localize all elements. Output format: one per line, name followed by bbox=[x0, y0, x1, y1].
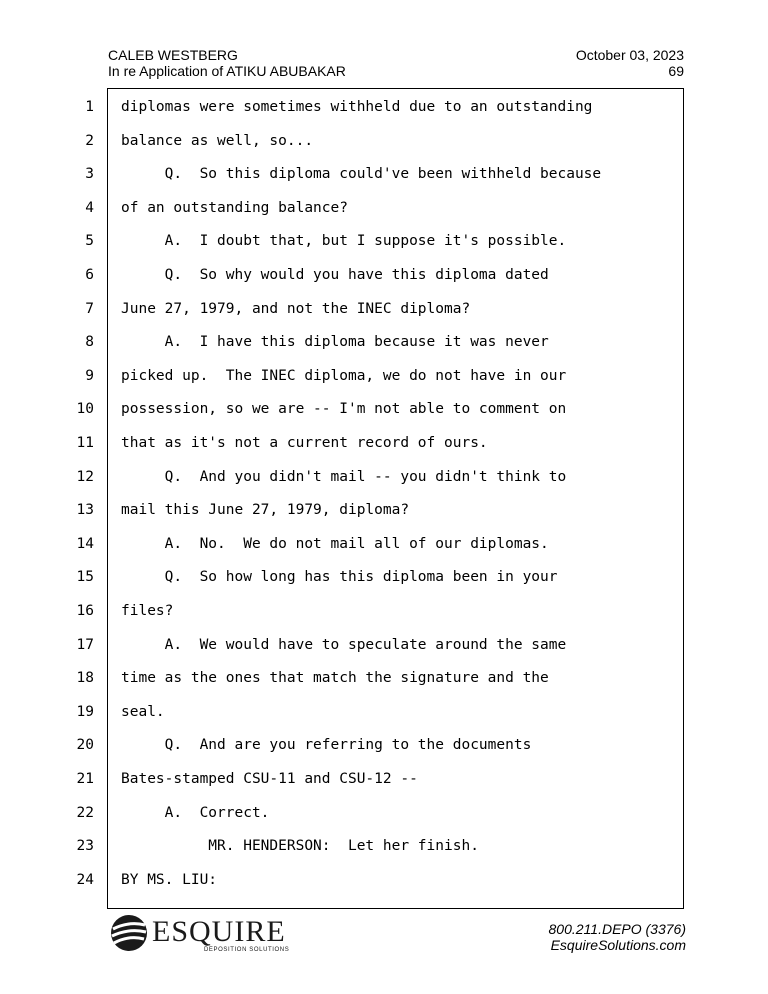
esquire-logo bbox=[108, 912, 328, 954]
line-number: 5 bbox=[85, 233, 94, 250]
case-title: In re Application of ATIKU ABUBAKAR bbox=[108, 63, 346, 79]
line-number: 16 bbox=[76, 603, 94, 619]
header-left bbox=[108, 47, 346, 79]
transcript-line bbox=[0, 298, 768, 320]
footer-website: EsquireSolutions.com bbox=[550, 937, 686, 953]
line-text: A. Correct. bbox=[121, 804, 270, 821]
line-text: BY MS. LIU: bbox=[121, 871, 218, 888]
line-number: 1 bbox=[85, 99, 94, 115]
line-text: A. I doubt that, but I suppose it's possible. bbox=[121, 233, 567, 250]
line-number: 18 bbox=[76, 670, 94, 687]
transcript-line bbox=[0, 533, 768, 555]
line-text: Q. And you didn't mail -- you didn't think to bbox=[121, 468, 567, 485]
line-text: seal. bbox=[121, 703, 165, 720]
line-text: Q. And are you referring to the documents bbox=[121, 737, 532, 754]
line-text: files? bbox=[121, 603, 174, 619]
deposition-date: October 03, 2023 bbox=[575, 47, 684, 63]
line-number: 13 bbox=[76, 502, 94, 519]
witness-name: CALEB WESTBERG bbox=[108, 47, 238, 63]
transcript-line bbox=[0, 768, 768, 790]
line-text: time as the ones that match the signature and the bbox=[121, 670, 549, 687]
transcript-line bbox=[0, 331, 768, 353]
transcript-line bbox=[0, 499, 768, 521]
transcript-line bbox=[0, 230, 768, 252]
line-text: Q. So this diploma could've been withheld because bbox=[121, 166, 602, 183]
line-text: balance as well, so... bbox=[121, 132, 314, 149]
line-number: 2 bbox=[85, 132, 94, 149]
line-text: Q. So why would you have this diploma dated bbox=[121, 267, 549, 283]
transcript-line bbox=[0, 634, 768, 656]
line-number: 7 bbox=[85, 300, 94, 317]
transcript-line bbox=[0, 163, 768, 185]
line-number: 17 bbox=[76, 636, 94, 653]
line-number: 11 bbox=[76, 435, 94, 451]
line-text: A. We would have to speculate around the same bbox=[121, 636, 567, 653]
transcript-line bbox=[0, 264, 768, 286]
line-number: 10 bbox=[76, 401, 94, 418]
line-number: 8 bbox=[85, 334, 94, 351]
line-text: A. No. We do not mail all of our diplomas. bbox=[121, 535, 549, 552]
transcript-line bbox=[0, 835, 768, 857]
line-number: 9 bbox=[85, 367, 94, 384]
line-text: mail this June 27, 1979, diploma? bbox=[121, 502, 410, 519]
logo-wordmark: ESQUIRE bbox=[152, 915, 286, 948]
transcript-line bbox=[0, 701, 768, 723]
line-number: 4 bbox=[85, 199, 94, 216]
transcript-line bbox=[0, 869, 768, 891]
line-text: of an outstanding balance? bbox=[121, 199, 348, 216]
line-text: picked up. The INEC diploma, we do not have in our bbox=[121, 367, 567, 384]
transcript-line bbox=[0, 802, 768, 824]
transcript-line bbox=[0, 600, 768, 622]
logo-tagline: DEPOSITION SOLUTIONS bbox=[204, 947, 290, 953]
line-text: MR. HENDERSON: Let her finish. bbox=[121, 838, 479, 855]
line-number: 22 bbox=[76, 804, 94, 821]
transcript-line bbox=[0, 130, 768, 152]
line-text: June 27, 1979, and not the INEC diploma? bbox=[121, 300, 471, 317]
transcript-line bbox=[0, 734, 768, 756]
line-number: 6 bbox=[85, 267, 94, 283]
line-number: 12 bbox=[76, 468, 94, 485]
line-number: 19 bbox=[76, 703, 94, 720]
transcript-line bbox=[0, 566, 768, 588]
line-number: 15 bbox=[76, 569, 94, 586]
transcript-line bbox=[0, 398, 768, 420]
transcript-line bbox=[0, 432, 768, 454]
transcript-line bbox=[0, 667, 768, 689]
footer-contact bbox=[549, 921, 687, 953]
transcript-line bbox=[0, 466, 768, 488]
line-text: Bates-stamped CSU-11 and CSU-12 -- bbox=[121, 771, 418, 787]
line-number: 24 bbox=[76, 871, 94, 888]
line-number: 21 bbox=[76, 771, 94, 787]
line-text: possession, so we are -- I'm not able to comment on bbox=[121, 401, 567, 418]
header-right bbox=[576, 47, 684, 79]
line-text: A. I have this diploma because it was never bbox=[121, 334, 549, 351]
line-number: 3 bbox=[85, 166, 94, 183]
esquire-logo-mark-icon bbox=[111, 915, 147, 951]
footer-phone: 800.211.DEPO (3376) bbox=[548, 921, 686, 937]
line-number: 20 bbox=[76, 737, 94, 754]
transcript-line bbox=[0, 197, 768, 219]
line-text: diplomas were sometimes withheld due to an outstanding bbox=[121, 99, 593, 115]
line-text: Q. So how long has this diploma been in your bbox=[121, 569, 558, 586]
line-number: 14 bbox=[76, 535, 94, 552]
line-text: that as it's not a current record of ours. bbox=[121, 435, 488, 451]
line-number: 23 bbox=[76, 838, 94, 855]
transcript-line bbox=[0, 96, 768, 118]
page-number: 69 bbox=[668, 63, 684, 79]
transcript-line bbox=[0, 365, 768, 387]
